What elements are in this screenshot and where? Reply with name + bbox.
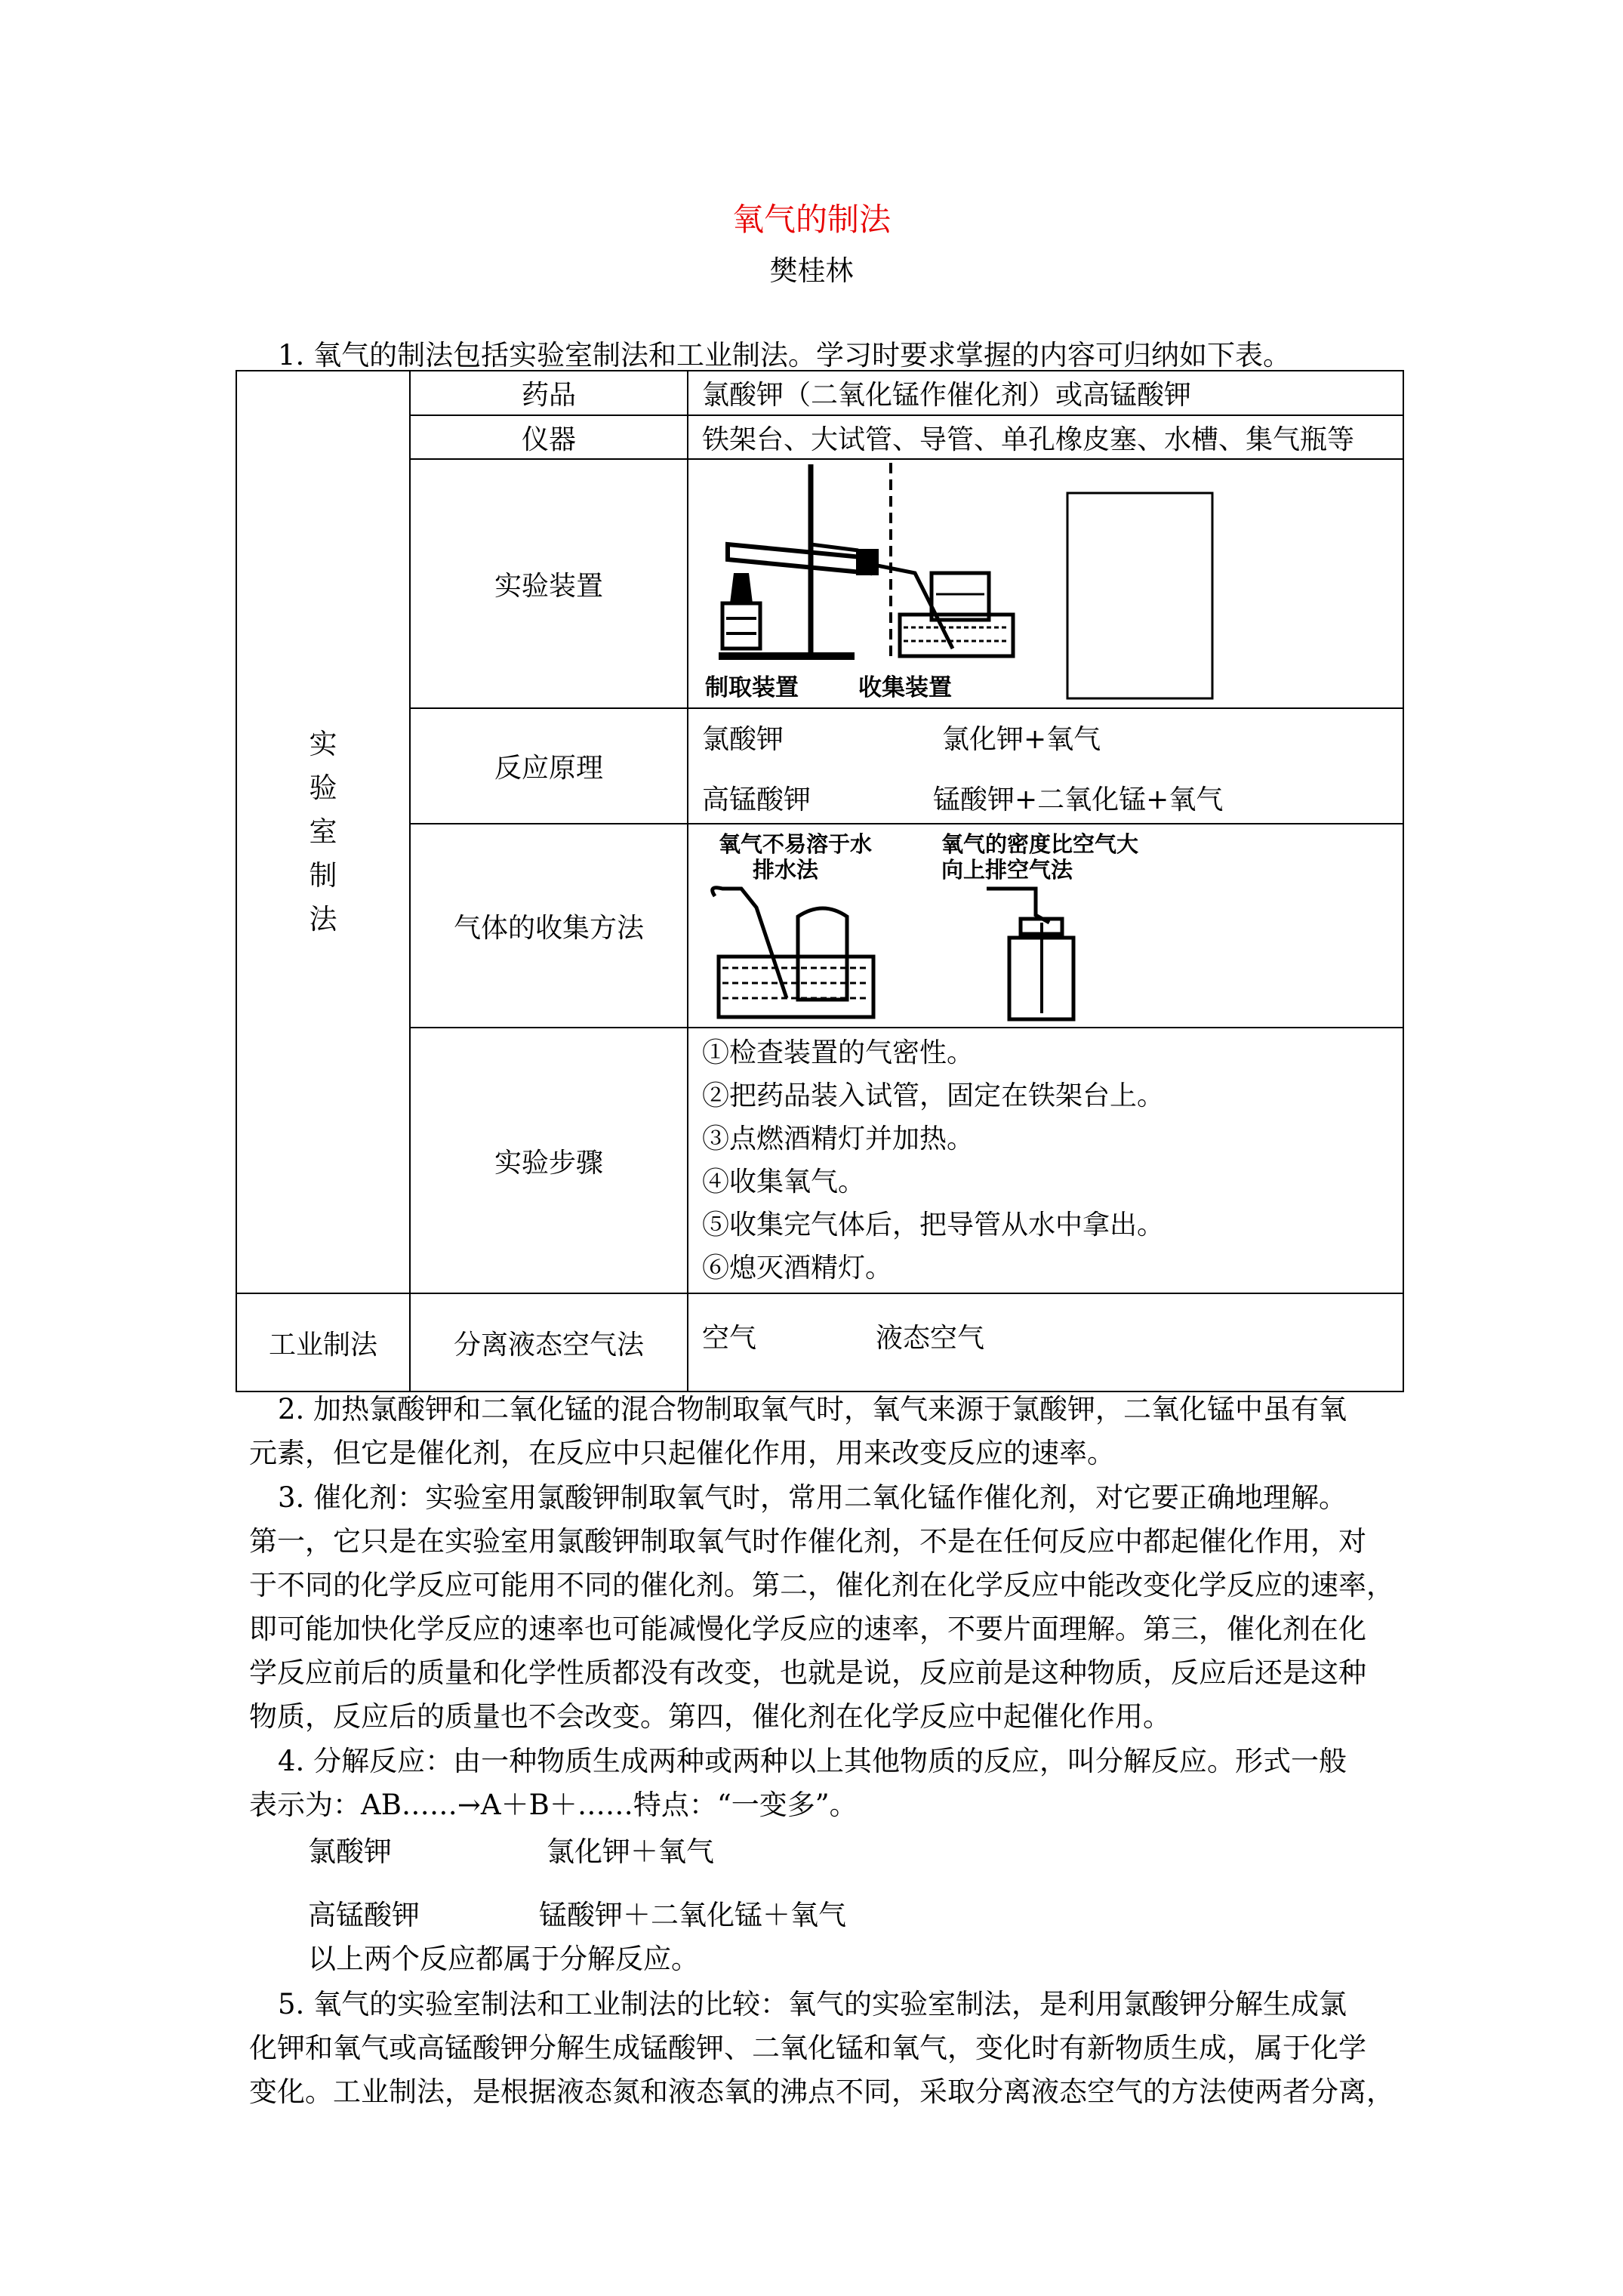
step-item: ③点燃酒精灯并加热。 [702,1123,975,1154]
collect-label: 气体的收集方法 [410,824,688,1028]
steps-label: 实验步骤 [410,1028,688,1293]
step-item: ①检查装置的气密性。 [702,1037,975,1068]
lab-label-char: 验 [309,772,337,804]
industry-label: 工业制法 [236,1293,410,1391]
apparatus-label: 仪器 [410,415,688,459]
apparatus-diagram [688,460,1572,706]
lab-label-char: 室 [309,815,337,848]
paragraph-2-line: 元素，但它是催化剂，在反应中只起催化作用，用来改变反应的速率。 [249,1437,1115,1469]
paragraph-3-line: 学反应前后的质量和化学性质都没有改变，也就是说，反应前是这种物质，反应后还是这种 [249,1657,1366,1689]
intro-paragraph: 1. 氧气的制法包括实验室制法和工业制法。学习时要求掌握的内容可归纳如下表。 [278,339,1292,371]
paragraph-3-line: 于不同的化学反应可能用不同的催化剂。第二，催化剂在化学反应中能改变化学反应的速率， [249,1569,1394,1601]
paragraph-5-line: 5. 氧气的实验室制法和工业制法的比较：氧气的实验室制法，是利用氯酸钾分解生成氯 [278,1988,1347,2020]
principle-label: 反应原理 [410,708,688,824]
summary-table [236,370,1404,1392]
paragraph-2-line: 2. 加热氯酸钾和二氧化锰的混合物制取氧气时，氧气来源于氯酸钾，二氧化锰中虽有氧 [278,1393,1347,1425]
author: 樊桂林 [769,254,854,287]
industry-right: 液态空气 [876,1323,985,1354]
setup-caption-right: 收集装置 [858,674,952,701]
drugs-label: 药品 [410,371,688,415]
collect-1-line1: 氧气不易溶于水 [719,831,873,857]
collect-figure-cell [688,824,1403,1028]
paragraph-4-line: 4. 分解反应：由一种物质生成两种或两种以上其他物质的反应，叫分解反应。形式一般 [278,1745,1347,1777]
steps-cell [688,1028,1403,1293]
principle-2-right: 锰酸钾+二氧化锰+氧气 [933,784,1224,815]
industry-method: 分离液态空气法 [410,1293,688,1391]
lab-method-cell [236,371,410,1293]
paragraph-4-note: 以上两个反应都属于分解反应。 [308,1943,699,1975]
step-item: ④收集氧气。 [702,1166,866,1197]
setup-figure-cell [688,459,1403,708]
step-item: ⑤收集完气体后，把导管从水中拿出。 [702,1210,1165,1240]
lab-label-char: 法 [309,903,337,935]
equation-1-left: 氯酸钾 [308,1835,392,1868]
principle-1-right: 氯化钾+氧气 [942,724,1101,755]
paragraph-3-line: 即可能加快化学反应的速率也可能减慢化学反应的速率，不要片面理解。第三，催化剂在化 [249,1613,1366,1645]
paragraph-3-line: 物质，反应后的质量也不会改变。第四，催化剂在化学反应中起催化作用。 [249,1700,1171,1733]
paragraph-3-line: 3. 催化剂：实验室用氯酸钾制取氧气时，常用二氧化锰作催化剂，对它要正确地理解。 [278,1481,1347,1514]
step-item: ②把药品装入试管，固定在铁架台上。 [702,1080,1165,1111]
page-title: 氧气的制法 [731,201,891,238]
drugs-value: 氯酸钾（二氧化锰作催化剂）或高锰酸钾 [688,371,1403,415]
industry-cell [688,1293,1403,1391]
principle-2-left: 高锰酸钾 [702,784,812,815]
paragraph-5-line: 化钾和氧气或高锰酸钾分解生成锰酸钾、二氧化锰和氧气，变化时有新物质生成，属于化学 [249,2032,1366,2064]
setup-caption-left: 制取装置 [705,674,799,701]
lab-label-char: 实 [309,728,337,760]
equation-2-left: 高锰酸钾 [308,1899,420,1931]
equation-1-right: 氯化钾＋氧气 [547,1835,714,1868]
paragraph-3-line: 第一，它只是在实验室用氯酸钾制取氧气时作催化剂，不是在任何反应中都起催化作用，对 [249,1525,1366,1558]
equation-2-right: 锰酸钾＋二氧化锰＋氧气 [539,1899,846,1931]
collect-2-line2: 向上排空气法 [941,857,1073,883]
step-item: ⑥熄灭酒精灯。 [702,1253,893,1284]
apparatus-value: 铁架台、大试管、导管、单孔橡皮塞、水槽、集气瓶等 [688,415,1403,459]
paragraph-4-line: 表示为：AB……→A＋B＋……特点：“一变多”。 [249,1789,858,1821]
collect-2-line1: 氧气的密度比空气大 [941,831,1139,857]
principle-cell [688,708,1403,824]
collect-1-line2: 排水法 [753,857,819,883]
industry-left: 空气 [702,1323,757,1354]
principle-1-left: 氯酸钾 [702,724,784,755]
setup-label: 实验装置 [410,459,688,708]
paragraph-5-line: 变化。工业制法，是根据液态氮和液态氧的沸点不同，采取分离液态空气的方法使两者分离， [249,2076,1394,2108]
lab-label-char: 制 [309,859,337,892]
collection-diagram [688,824,1572,1025]
